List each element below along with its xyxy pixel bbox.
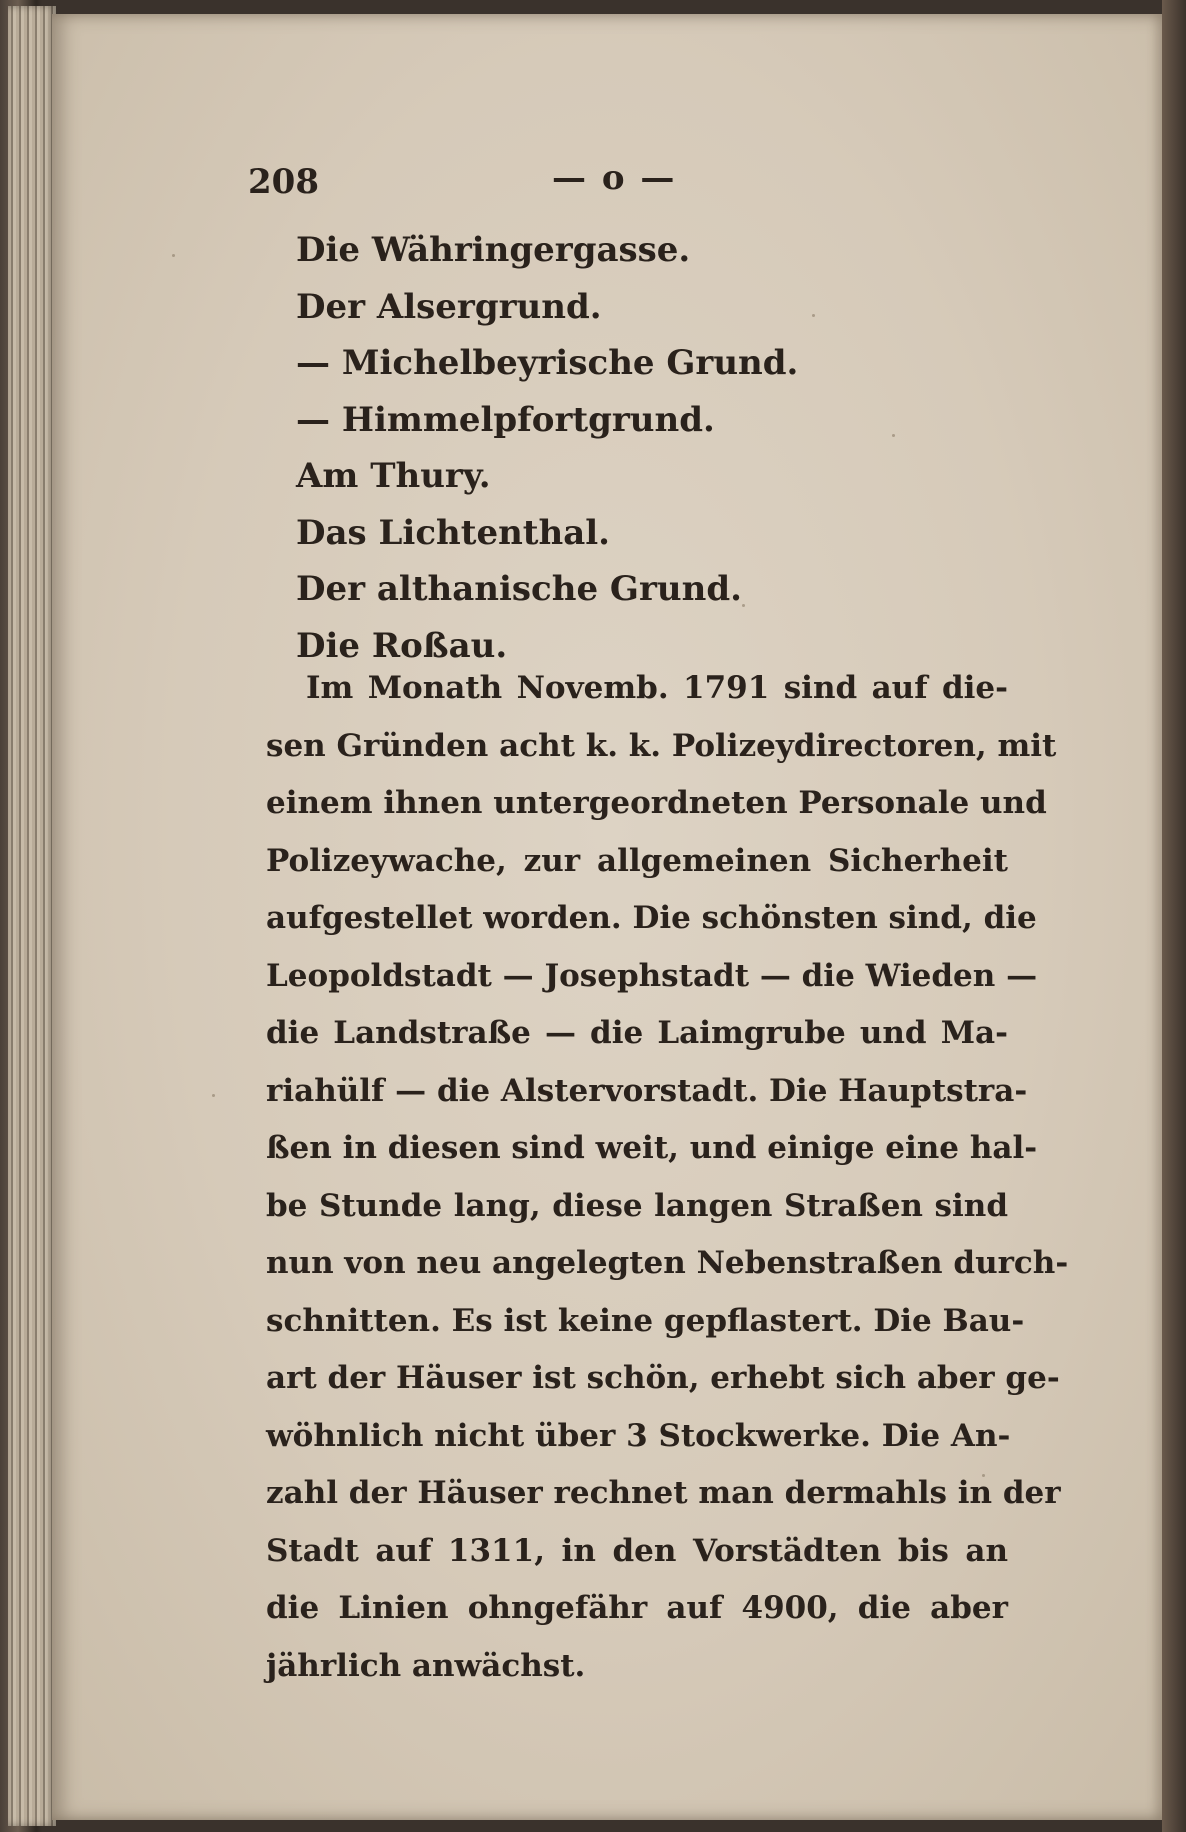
text-line: schnitten. Es ist keine gepflastert. Die Bau- [266,1302,1025,1339]
text-line: nun von neu angelegten Nebenstraßen durch- [266,1245,1069,1281]
list-item: — Himmelpfortgrund. [296,399,715,440]
body-paragraph [266,660,1069,1695]
text-line: Leopoldstadt — Josephstadt — die Wieden — [266,957,1038,994]
text-line: art der Häuser ist schön, erhebt sich aber ge- [266,1360,1060,1396]
text-line: zahl der Häuser rechnet man dermahls in der [266,1475,1061,1511]
text-line: die Linien ohngefähr auf 4900, die aber [266,1590,1008,1626]
text-line: sen Gründen acht k. k. Polizeydirectoren, mit [266,727,1057,764]
text-line: Im Monath Novemb. 1791 sind auf die- [306,670,1008,706]
page-number: 208 [248,162,319,202]
text-line: wöhnlich nicht über 3 Stockwerke. Die An- [266,1417,1011,1454]
district-list [296,222,798,674]
paper-speck [812,314,815,317]
list-item: Die Währingergasse. [296,230,691,270]
book-spine-edge [1162,0,1186,1832]
text-line: einem ihnen untergeordneten Personale und [266,785,1047,821]
text-line: die Landstraße — die Laimgrube und Ma- [266,1015,1008,1051]
text-line: be Stunde lang, diese langen Straßen sind [266,1187,1008,1224]
paper-speck [892,434,895,437]
list-item: Das Lichtenthal. [296,512,611,553]
text-line: riahülf — die Alstervorstadt. Die Hauptstra- [266,1072,1028,1109]
paper-speck [172,254,175,257]
list-item: Der Alsergrund. [296,286,602,327]
text-line: jährlich anwächst. [266,1647,586,1684]
page-edges [8,6,56,1826]
list-item: Der althanische Grund. [296,569,742,609]
list-item: Am Thury. [296,456,491,496]
text-line: aufgestellet worden. Die schönsten sind, die [266,900,1037,936]
text-line: ßen in diesen sind weit, und einige eine hal- [266,1130,1038,1166]
text-line: Polizeywache, zur allgemeinen Sicherheit [266,842,1008,879]
list-item: — Michelbeyrische Grund. [296,343,799,383]
paper-speck [212,1094,215,1097]
text-line: Stadt auf 1311, in den Vorstädten bis an [266,1532,1008,1569]
list-item: Die Roßau. [296,625,508,666]
header-ornament: — o — [552,158,677,198]
